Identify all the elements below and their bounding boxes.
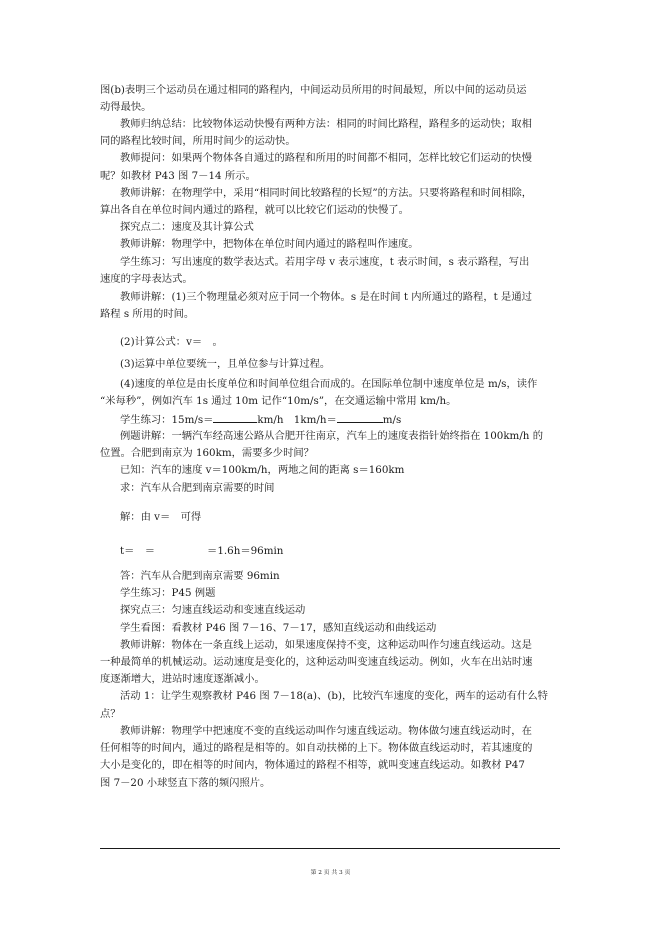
text-line: 教师讲解：(1)三个物理量必须对应于同一个物体。s 是在时间 t 内所通过的路程，t 是通过	[120, 291, 532, 303]
answer-blank	[337, 412, 383, 423]
equation-part-2: ＝1.6h＝96min	[207, 545, 284, 557]
page-footer: 第 2 页 共 3 页	[310, 870, 351, 876]
text-line: 大小是变化的，即在相等的时间内，物体通过的路程不相等，就叫变速直线运动。如教材 P47	[100, 759, 525, 771]
text-line: 一种最简单的机械运动。运动速度是变化的，这种运动叫变速直线运动。例如，火车在出站时速	[100, 656, 533, 668]
text-line: 速度的字母表达式。	[100, 273, 193, 285]
text-line: 呢？如教材 P43 图 7－14 所示。	[100, 170, 256, 182]
solution-line: 解：由 v＝ 可得	[120, 511, 202, 523]
text-line: 教师讲解：物理学中把速度不变的直线运动叫作匀速直线运动。物体做匀速直线运动时，在	[120, 725, 532, 737]
section-heading: 探究点二：速度及其计算公式	[120, 221, 254, 233]
text-line: 度逐渐增大，进站时速度逐渐减小。	[100, 673, 265, 685]
text-line: 动得最快。	[100, 101, 152, 113]
text-line: 教师讲解：物体在一条直线上运动，如果速度保持不变，这种运动叫作匀速直线运动。这是	[120, 639, 532, 651]
answer-blank	[213, 412, 257, 423]
exercise-line	[120, 412, 401, 427]
exercise-part-2: km/h 1km/h＝	[257, 414, 337, 426]
text-line: 活动 1：让学生观察教材 P46 图 7－18(a)、(b)，比较汽车速度的变化，两车的运动有什么特	[120, 690, 548, 702]
text-line: 路程 s 所用的时间。	[100, 308, 195, 320]
text-line: 例题讲解：一辆汽车经高速公路从合肥开往南京，汽车上的速度表指针始终指在 100km/h 的	[120, 430, 543, 442]
text-line: 点？	[100, 708, 121, 720]
text-line: 学生练习：写出速度的数学表达式。若用字母 v 表示速度，t 表示时间，s 表示路程，写出	[120, 256, 530, 268]
text-line: 求：汽车从合肥到南京需要的时间	[120, 482, 275, 494]
text-line: 教师归纳总结：比较物体运动快慢有两种方法：相同的时间比路程，路程多的运动快；取相	[120, 118, 532, 130]
text-line: 已知：汽车的速度 v＝100km/h，两地之间的距离 s＝160km	[120, 464, 405, 476]
equation-line	[120, 544, 283, 558]
text-line: “米每秒”，例如汽车 1s 通过 10m 记作“10m/s”，在交通运输中常用 km/h。	[100, 395, 457, 407]
formula-line: (2)计算公式：v＝ 。	[120, 336, 223, 348]
text-line: 算出各自在单位时间内通过的路程，就可以比较它们运动的快慢了。	[100, 204, 409, 216]
text-line: 教师讲解：物理学中，把物体在单位时间内通过的路程叫作速度。	[120, 238, 419, 250]
text-line: 图(b)表明三个运动员在通过相同的路程内，中间运动员所用的时间最短，所以中间的运动员运	[100, 84, 527, 96]
section-heading: 探究点三：匀速直线运动和变速直线运动	[120, 604, 306, 616]
text-line: (3)运算中单位要统一，且单位参与计算过程。	[120, 358, 331, 370]
equation-part-1: t＝ ＝	[120, 545, 156, 557]
exercise-part-1: 学生练习：15m/s＝	[120, 414, 214, 426]
text-line: 图 7－20 小球竖直下落的频闪照片。	[100, 777, 271, 789]
exercise-part-3: m/s	[382, 414, 402, 426]
answer-line: 答：汽车从合肥到南京需要 96min	[120, 570, 280, 582]
footer-divider	[100, 848, 560, 849]
text-line: 教师提问：如果两个物体各自通过的路程和所用的时间都不相同，怎样比较它们运动的快慢	[120, 152, 532, 164]
text-line: 学生练习：P45 例题	[120, 587, 216, 599]
text-line: 学生看图：看教材 P46 图 7－16、7－17，感知直线运动和曲线运动	[120, 622, 437, 634]
text-line: 任何相等的时间内，通过的路程是相等的。如自动扶梯的上下。物体做直线运动时，若其速度的	[100, 742, 533, 754]
text-line: 位置。合肥到南京为 160km，需要多少时间？	[100, 447, 314, 459]
text-line: 教师讲解：在物理学中，采用“相同时间比较路程的长短”的方法。只要将路程和时间相除，	[120, 187, 533, 199]
text-line: (4)速度的单位是由长度单位和时间单位组合而成的。在国际单位制中速度单位是 m/s，读作	[120, 378, 538, 390]
text-line: 同的路程比较时间，所用时间少的运动快。	[100, 135, 296, 147]
